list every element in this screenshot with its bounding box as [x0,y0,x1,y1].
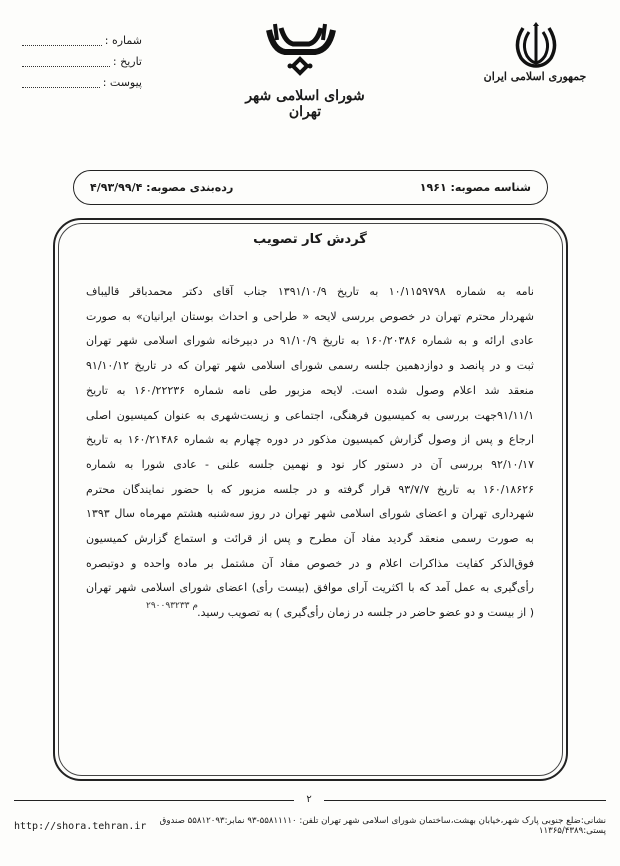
body-line: ۹۱/۱۱/۱جهت بررسی به کمیسیون فرهنگی، اجتماعی و زیست‌شهری به عنوان کمیسیون اصلی [86,408,534,422]
number-label: شماره : [104,34,142,47]
attachment-label: پیوست : [102,76,142,89]
body-line: ثبت و در پانصد و دوازدهمین جلسه رسمی شورای اسلامی شهر تهران که در تاریخ ۹۱/۱۰/۱۲ [86,359,534,373]
page-number: ۲ [294,794,324,805]
attachment-field [22,72,142,93]
reference-fields [22,30,142,93]
document-body [86,280,534,626]
body-line: رأی‌گیری به عمل آمد که با اکثریت آرای موافق (بیست رأی) اعضای شورای اسلامی شهر تهران [86,581,534,595]
body-line: ۹۲/۱۰/۱۷ بررسی آن در دستور کار نود و نهمین جلسه علنی - عادی شورا به شماره [86,457,534,471]
body-line: نامه به شماره ۱۰/۱۱۵۹۷۹۸ به تاریخ ۱۳۹۱/۱۰/۹ جناب آقای دکتر محمدباقر قالیباف [86,285,534,298]
council-logo-icon [255,22,345,82]
number-blank [22,35,102,46]
date-field [22,51,142,72]
contact-address: نشانی:ضلع جنوبی پارک شهر،خیابان بهشت،ساختمان شورای اسلامی شهر تهران تلفن: ۵۵۸۱۱۱۱۰-۹۳ نمابر:۵۵۸۱۲۰۹۳ صندوق پستی:۱۱۳۶۵/۴۳۸۹ [159,816,606,836]
number-field [22,30,142,51]
council-name: شورای اسلامی شهر تهران [245,88,365,120]
date-label: تاریخ : [112,55,142,68]
body-line: شهردار محترم تهران در خصوص بررسی لایحه « طراحی و احداث بوستان ایرانیان» به صورت [86,309,534,323]
resolution-classification: رده‌بندی مصوبه: ۴/۹۳/۹۹/۴ [90,181,234,194]
body-line: ۱۶۰/۱۸۶۲۶ به تاریخ ۹۳/۷/۷ قرار گرفته و در جلسه مزبور که با حضور نمایندگان محترم [86,482,534,496]
signature-note: م ۲۹۰۰۹۳۲۳۳ [146,601,198,611]
website-link[interactable]: http://shora.tehran.ir [14,820,147,832]
body-line: به صورت رسمی منعقد گردید مفاد آن مطرح و پس از قرائت و استماع گزارش کمیسیون [86,532,534,546]
document-title: گردش کار تصویب [253,232,367,247]
republic-name: جمهوری اسلامی ایران [483,70,587,83]
body-line: شهرداری تهران و اعضای شورای اسلامی شهر تهران در روز سه‌شنبه هشتم مهرماه سال ۱۳۹۳ [86,507,534,521]
body-line: فوق‌الذکر کفایت مذاکرات اعلام و در خصوص مفاد آن مشتمل بر ماده واحده و دوتبصره [86,556,534,570]
body-line: ارجاع و پس از وصول گزارش کمیسیون مذکور در دوره چهارم به شماره ۱۶۰/۲۱۴۸۶ به تاریخ [86,433,534,447]
body-line: عادی ارائه و به شماره ۱۶۰/۲۰۳۸۶ به تاریخ ۹۱/۱۰/۹ در دبیرخانه شورای اسلامی شهر تهران [86,334,534,348]
attachment-blank [22,77,100,88]
iran-emblem-icon [513,22,559,68]
resolution-id: شناسه مصوبه: ۱۹۶۱ [419,181,531,194]
body-line: ( از بیست و دو عضو حاضر در جلسه در زمان رأی‌گیری ) به تصویب رسید. [197,606,534,620]
date-blank [22,56,110,67]
resolution-info-bar [73,170,548,205]
footer [14,816,606,836]
body-line: منعقد شد اعلام وصول شده است. لایحه مزبور طی نامه شماره ۱۶۰/۲۲۲۳۶ به تاریخ [86,383,534,397]
